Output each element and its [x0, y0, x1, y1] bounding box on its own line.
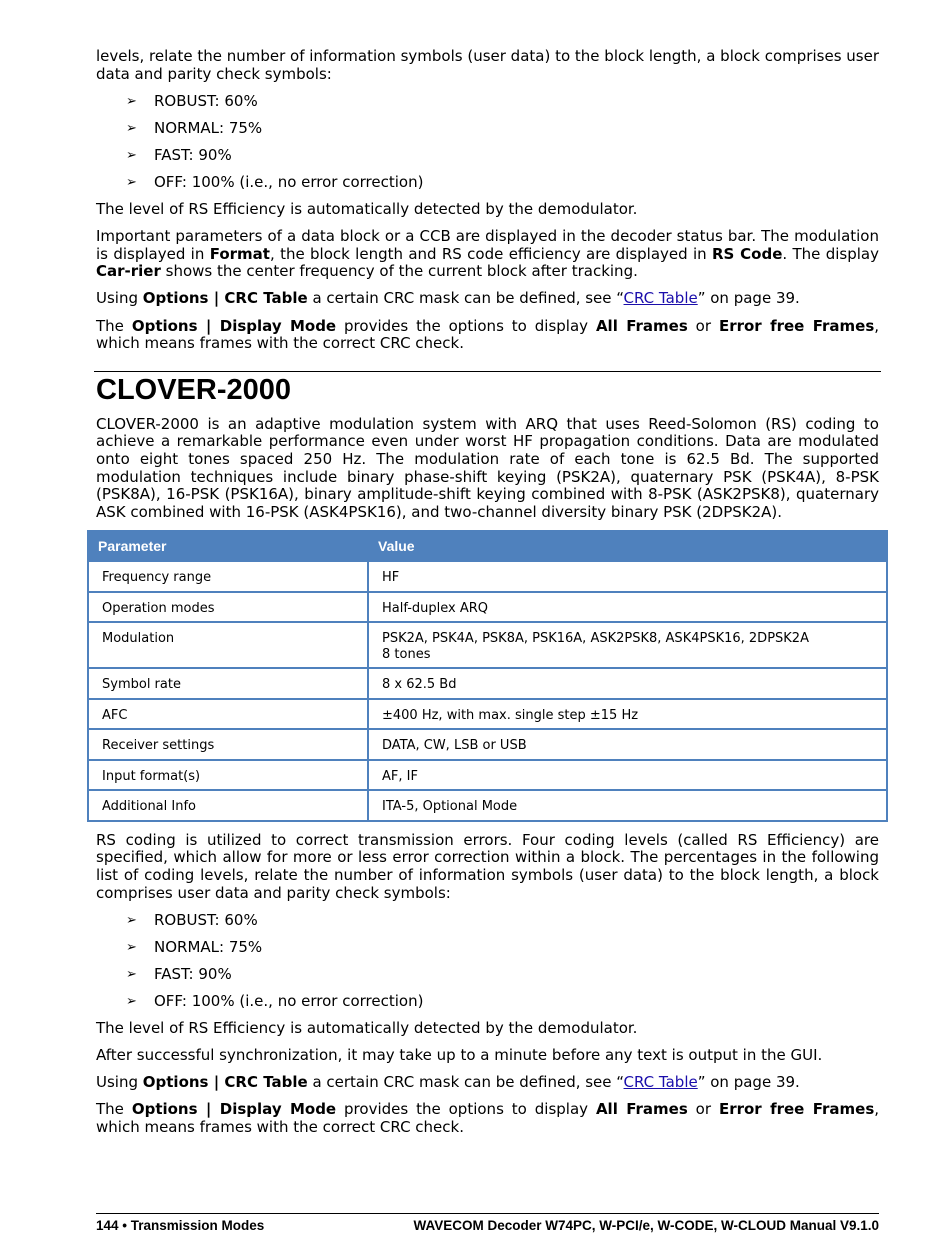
list-item: ➢ OFF: 100% (i.e., no error correction) — [126, 991, 424, 1010]
list-item: ➢ FAST: 90% — [126, 964, 232, 983]
value-cell: 8 x 62.5 Bd — [368, 668, 887, 699]
section-description: CLOVER-2000 is an adaptive modulation system with ARQ that uses Reed-Solomon (RS) coding to achieve a remarkable performance even under worst HF propagation conditions. Data are modulated onto eight tones spaced 250 Hz. The modulation rate of each tone is 62.5 Bd. The supported modulation techniques include binary phase-shift keying (PSK2A), quaternary PSK (PSK4A), 8-PSK (PSK8A), 16-PSK (PSK16A), binary amplitude-shift keying combined with 8-PSK (ASK2PSK8), quaternary ASK combined with 16-PSK (ASK4PSK16), and two-channel diversity binary PSK (2DPSK2A). — [96, 414, 879, 521]
intro-paragraph-crc-table: Using Options | CRC Table a certain CRC mask can be defined, see “CRC Table” on page 39. — [96, 289, 800, 308]
arrow-bullet-icon: ➢ — [126, 912, 137, 928]
section-paragraph-autodetect: The level of RS Efficiency is automatically detected by the demodulator. — [96, 1019, 638, 1038]
column-header-parameter: Parameter — [88, 531, 368, 561]
section-paragraph-display-mode: The Options | Display Mode provides the options to display All Frames or Error free Frames, which means frames with the correct CRC check. — [96, 1100, 880, 1136]
value-cell: HF — [368, 561, 887, 592]
table-row — [88, 622, 887, 668]
table-row — [88, 592, 887, 623]
table-row — [88, 561, 887, 592]
parameter-cell: Receiver settings — [88, 729, 368, 760]
intro-paragraph-autodetect: The level of RS Efficiency is automatically detected by the demodulator. — [96, 200, 638, 219]
table-row — [88, 760, 887, 791]
value-cell: PSK2A, PSK4A, PSK8A, PSK16A, ASK2PSK8, ASK4PSK16, 2DPSK2A 8 tones — [368, 622, 887, 668]
parameter-cell: Symbol rate — [88, 668, 368, 699]
arrow-bullet-icon: ➢ — [126, 147, 137, 163]
section-paragraph-synchronization: After successful synchronization, it may take up to a minute before any text is output in the GUI. — [96, 1046, 823, 1065]
intro-paragraph-display-mode: The Options | Display Mode provides the options to display All Frames or Error free Frames, which means frames with the correct CRC check. — [96, 316, 880, 353]
list-item: ➢ OFF: 100% (i.e., no error correction) — [126, 172, 424, 191]
arrow-bullet-icon: ➢ — [126, 93, 137, 109]
footer-page-section: 144 • Transmission Modes — [96, 1218, 265, 1233]
parameter-cell: Modulation — [88, 622, 368, 668]
arrow-bullet-icon: ➢ — [126, 174, 137, 190]
column-header-value: Value — [368, 531, 887, 561]
crc-table-link[interactable]: CRC Table — [623, 289, 698, 308]
section-paragraph-crc-table: Using Options | CRC Table a certain CRC mask can be defined, see “CRC Table” on page 39. — [96, 1073, 800, 1092]
intro-paragraph-coding-levels: levels, relate the number of information symbols (user data) to the block length, a block comprises user data and parity check symbols: — [96, 47, 879, 83]
list-item: ➢ FAST: 90% — [126, 145, 232, 164]
table-row — [88, 668, 887, 699]
arrow-bullet-icon: ➢ — [126, 966, 137, 982]
arrow-bullet-icon: ➢ — [126, 120, 137, 136]
parameter-cell: AFC — [88, 699, 368, 730]
parameter-table — [87, 530, 888, 822]
value-cell: DATA, CW, LSB or USB — [368, 729, 887, 760]
value-cell: AF, IF — [368, 760, 887, 791]
value-cell: ±400 Hz, with max. single step ±15 Hz — [368, 699, 887, 730]
crc-table-link[interactable]: CRC Table — [623, 1073, 698, 1092]
section-paragraph-rs-coding: RS coding is utilized to correct transmission errors. Four coding levels (called RS Efficiency) are specified, which allow for more or less error correction within a block. The percentages in the following list of coding levels, relate the number of information symbols (user data) to the block length, a block comprises user data and parity check symbols: — [96, 830, 879, 902]
intro-paragraph-status-bar: Important parameters of a data block or a CCB are displayed in the decoder status bar. The modulation is displayed in Format, the block length and RS code efficiency are displayed in RS Code. The display Car-rier shows the center frequency of the current block after tracking. — [96, 227, 879, 281]
arrow-bullet-icon: ➢ — [126, 993, 137, 1009]
table-row — [88, 699, 887, 730]
arrow-bullet-icon: ➢ — [126, 939, 137, 955]
section-efficiency-list — [96, 912, 879, 1011]
list-item: ➢ NORMAL: 75% — [126, 937, 263, 956]
footer-manual-title: WAVECOM Decoder W74PC, W-PCI/e, W-CODE, W-CLOUD Manual V9.1.0 — [413, 1218, 879, 1233]
list-item: ➢ NORMAL: 75% — [126, 118, 263, 137]
table-row — [88, 790, 887, 821]
page-content — [96, 48, 879, 1137]
page-footer — [96, 1213, 879, 1233]
parameter-cell: Frequency range — [88, 561, 368, 592]
intro-efficiency-list — [96, 93, 879, 192]
parameter-cell: Input format(s) — [88, 760, 368, 791]
parameter-cell: Additional Info — [88, 790, 368, 821]
value-cell: ITA-5, Optional Mode — [368, 790, 887, 821]
section-divider — [94, 371, 881, 372]
table-header-row — [88, 531, 887, 561]
list-item: ➢ ROBUST: 60% — [126, 910, 258, 929]
value-cell: Half-duplex ARQ — [368, 592, 887, 623]
table-row — [88, 729, 887, 760]
list-item: ➢ ROBUST: 60% — [126, 91, 258, 110]
section-title: CLOVER-2000 — [96, 373, 292, 406]
parameter-cell: Operation modes — [88, 592, 368, 623]
